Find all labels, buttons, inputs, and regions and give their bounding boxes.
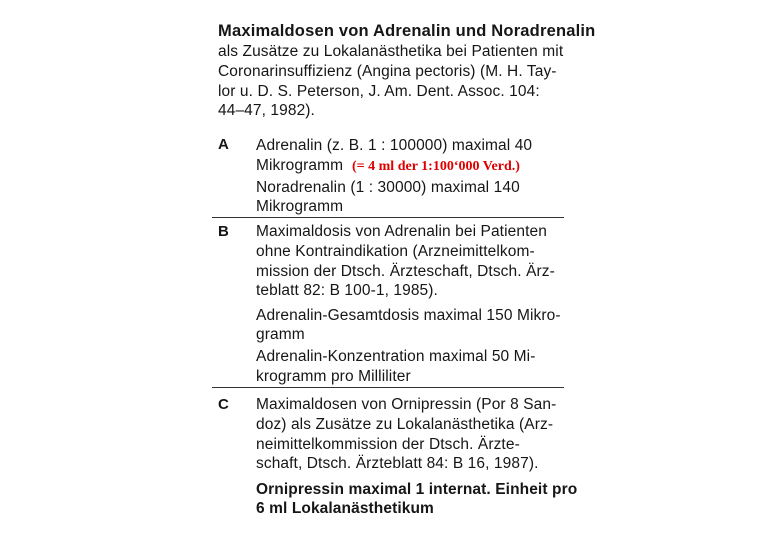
section-b-line-8: krogramm pro Milliliter <box>256 368 411 385</box>
section-a-annotation: (= 4 ml der 1:100‘000 Verd.) <box>352 159 520 174</box>
title-line-5: 44–47, 1982). <box>218 102 315 119</box>
section-a-line-3: Noradrenalin (1 : 30000) maximal 140 <box>256 179 520 196</box>
section-c-line-5: Ornipressin maximal 1 internat. Einheit pro <box>256 481 578 498</box>
section-c-line-4: schaft, Dtsch. Ärzteblatt 84: B 16, 1987). <box>256 455 539 472</box>
section-b-line-5: Adrenalin-Gesamtdosis maximal 150 Mikro- <box>256 307 561 324</box>
section-c-line-1: Maximaldosen von Ornipressin (Por 8 San- <box>256 396 557 413</box>
divider-b-c <box>212 387 564 388</box>
section-a-line-4: Mikrogramm <box>256 198 344 215</box>
section-c-line-2: doz) als Zusätze zu Lokalanästhetika (Arz- <box>256 416 554 433</box>
section-c-label: C <box>218 396 229 413</box>
section-b-line-4: teblatt 82: B 100-1, 1985). <box>256 282 438 299</box>
section-a-line-2: Mikrogramm <box>256 157 344 174</box>
title-line-3: Coronarinsuffizienz (Angina pectoris) (M. H. Tay- <box>218 63 557 80</box>
section-c-line-3: neimittelkommission der Dtsch. Ärzte- <box>256 436 520 453</box>
section-b-line-6: gramm <box>256 326 305 343</box>
section-a-label: A <box>218 136 229 153</box>
title-line-4: lor u. D. S. Peterson, J. Am. Dent. Assoc. 104: <box>218 83 540 100</box>
section-b-label: B <box>218 223 229 240</box>
section-a-line-1: Adrenalin (z. B. 1 : 100000) maximal 40 <box>256 137 533 154</box>
section-b-line-3: mission der Dtsch. Ärzteschaft, Dtsch. Ärz- <box>256 263 555 280</box>
section-b-line-2: ohne Kontraindikation (Arzneimittelkom- <box>256 243 535 260</box>
section-b-line-7: Adrenalin-Konzentration maximal 50 Mi- <box>256 348 536 365</box>
title-line-2: als Zusätze zu Lokalanästhetika bei Patienten mit <box>218 43 564 60</box>
section-b-line-1: Maximaldosis von Adrenalin bei Patienten <box>256 223 547 240</box>
section-c-line-6: 6 ml Lokalanästhetikum <box>256 500 434 517</box>
title-line-1: Maximaldosen von Adrenalin und Noradrenalin <box>218 22 596 40</box>
divider-a-b <box>212 217 564 218</box>
